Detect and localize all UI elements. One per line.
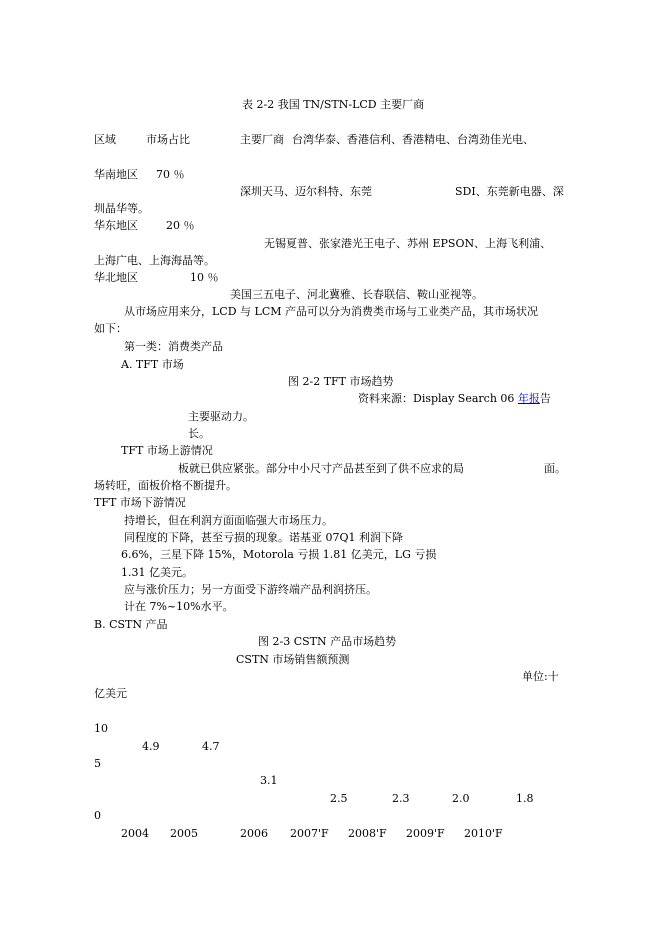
downstream-heading: TFT 市场下游情况: [94, 496, 186, 509]
east-vendors-line2: 上海广电、上海海晶等。: [94, 254, 215, 267]
paragraph-line: 场转旺，面板价格不断提升。: [94, 479, 237, 492]
paragraph-line: 计在 7%~10%水平。: [124, 600, 234, 613]
x-tick-label: 2006: [240, 827, 268, 840]
paragraph-line: 长。: [188, 427, 210, 440]
x-tick-label: 2010'F: [464, 827, 503, 840]
x-tick-label: 2005: [170, 827, 198, 840]
unit-label: 亿美元: [94, 687, 127, 700]
paragraph-line: 从市场应用来分，LCD 与 LCM 产品可以分为消费类市场与工业类产品，其市场状况: [124, 305, 539, 318]
category-heading: 第一类：消费类产品: [124, 340, 223, 353]
table-header-region: 区域: [94, 133, 116, 146]
paragraph-line: 同程度的下降，甚至亏损的现象。诺基亚 07Q1 利润下降: [124, 531, 404, 544]
south-share: 70 ％: [156, 168, 185, 181]
data-value-label: 1.8: [516, 792, 534, 805]
x-tick-label: 2007'F: [290, 827, 329, 840]
data-value-label: 2.5: [330, 792, 348, 805]
south-vendors-line3: 圳晶华等。: [94, 202, 149, 215]
data-value-label: 4.7: [202, 740, 220, 753]
data-value-label: 4.9: [142, 740, 160, 753]
paragraph-line: 板就已供应紧张。部分中小尺寸产品甚至到了供不应求的局: [178, 462, 464, 475]
unit-label: 单位:十: [522, 670, 559, 683]
paragraph-line: 1.31 亿美元。: [121, 566, 193, 579]
source-prefix: 资料来源：Display Search 06: [358, 392, 518, 405]
y-tick-label: 0: [94, 809, 101, 822]
paragraph-line: 面。: [544, 462, 566, 475]
paragraph-line: 主要驱动力。: [188, 410, 254, 423]
x-tick-label: 2009'F: [406, 827, 445, 840]
source-note: [358, 392, 551, 405]
paragraph-line: 应与涨价压力；另一方面受下游终端产品利润挤压。: [124, 583, 377, 596]
paragraph-line: 持增长，但在利润方面面临强大市场压力。: [124, 514, 333, 527]
paragraph-line: 6.6%，三星下降 15%，Motorola 亏损 1.81 亿美元，LG 亏损: [121, 548, 437, 561]
x-tick-label: 2004: [121, 827, 149, 840]
annual-report-link[interactable]: 年报: [517, 392, 540, 405]
south-vendors-line1: 台湾华泰、香港信利、香港精电、台湾劲佳光电、: [292, 133, 534, 146]
north-region: 华北地区: [94, 271, 138, 284]
south-region: 华南地区: [94, 168, 138, 181]
y-tick-label: 5: [94, 757, 101, 770]
paragraph-line: 如下：: [94, 322, 127, 335]
table-header-vendors: 主要厂商: [240, 133, 284, 146]
table-header-share: 市场占比: [146, 133, 190, 146]
figure-2-3-caption: 图 2-3 CSTN 产品市场趋势: [258, 635, 397, 648]
east-region: 华东地区: [94, 219, 138, 232]
source-suffix: 告: [539, 392, 551, 405]
east-vendors-line1: 无锡夏普、张家港光王电子、苏州 EPSON、上海飞利浦、: [264, 237, 552, 250]
data-value-label: 2.0: [452, 792, 470, 805]
data-value-label: 3.1: [260, 774, 278, 787]
y-tick-label: 10: [94, 722, 108, 735]
chart-title: CSTN 市场销售额预测: [236, 653, 350, 666]
south-vendors-line2a: 深圳天马、迈尔科特、东莞: [240, 185, 372, 198]
data-value-label: 2.3: [392, 792, 410, 805]
section-a-heading: A. TFT 市场: [121, 358, 184, 371]
north-share: 10 ％: [190, 271, 219, 284]
table-title: 表 2-2 我国 TN/STN-LCD 主要厂商: [242, 98, 425, 111]
north-vendors-line1: 美国三五电子、河北冀雅、长春联信、鞍山亚视等。: [230, 288, 483, 301]
section-b-heading: B. CSTN 产品: [94, 618, 168, 631]
upstream-heading: TFT 市场上游情况: [121, 444, 213, 457]
figure-2-2-caption: 图 2-2 TFT 市场趋势: [288, 375, 394, 388]
south-vendors-line2b: SDI、东莞新电器、深: [455, 185, 564, 198]
east-share: 20 ％: [166, 219, 195, 232]
x-tick-label: 2008'F: [348, 827, 387, 840]
